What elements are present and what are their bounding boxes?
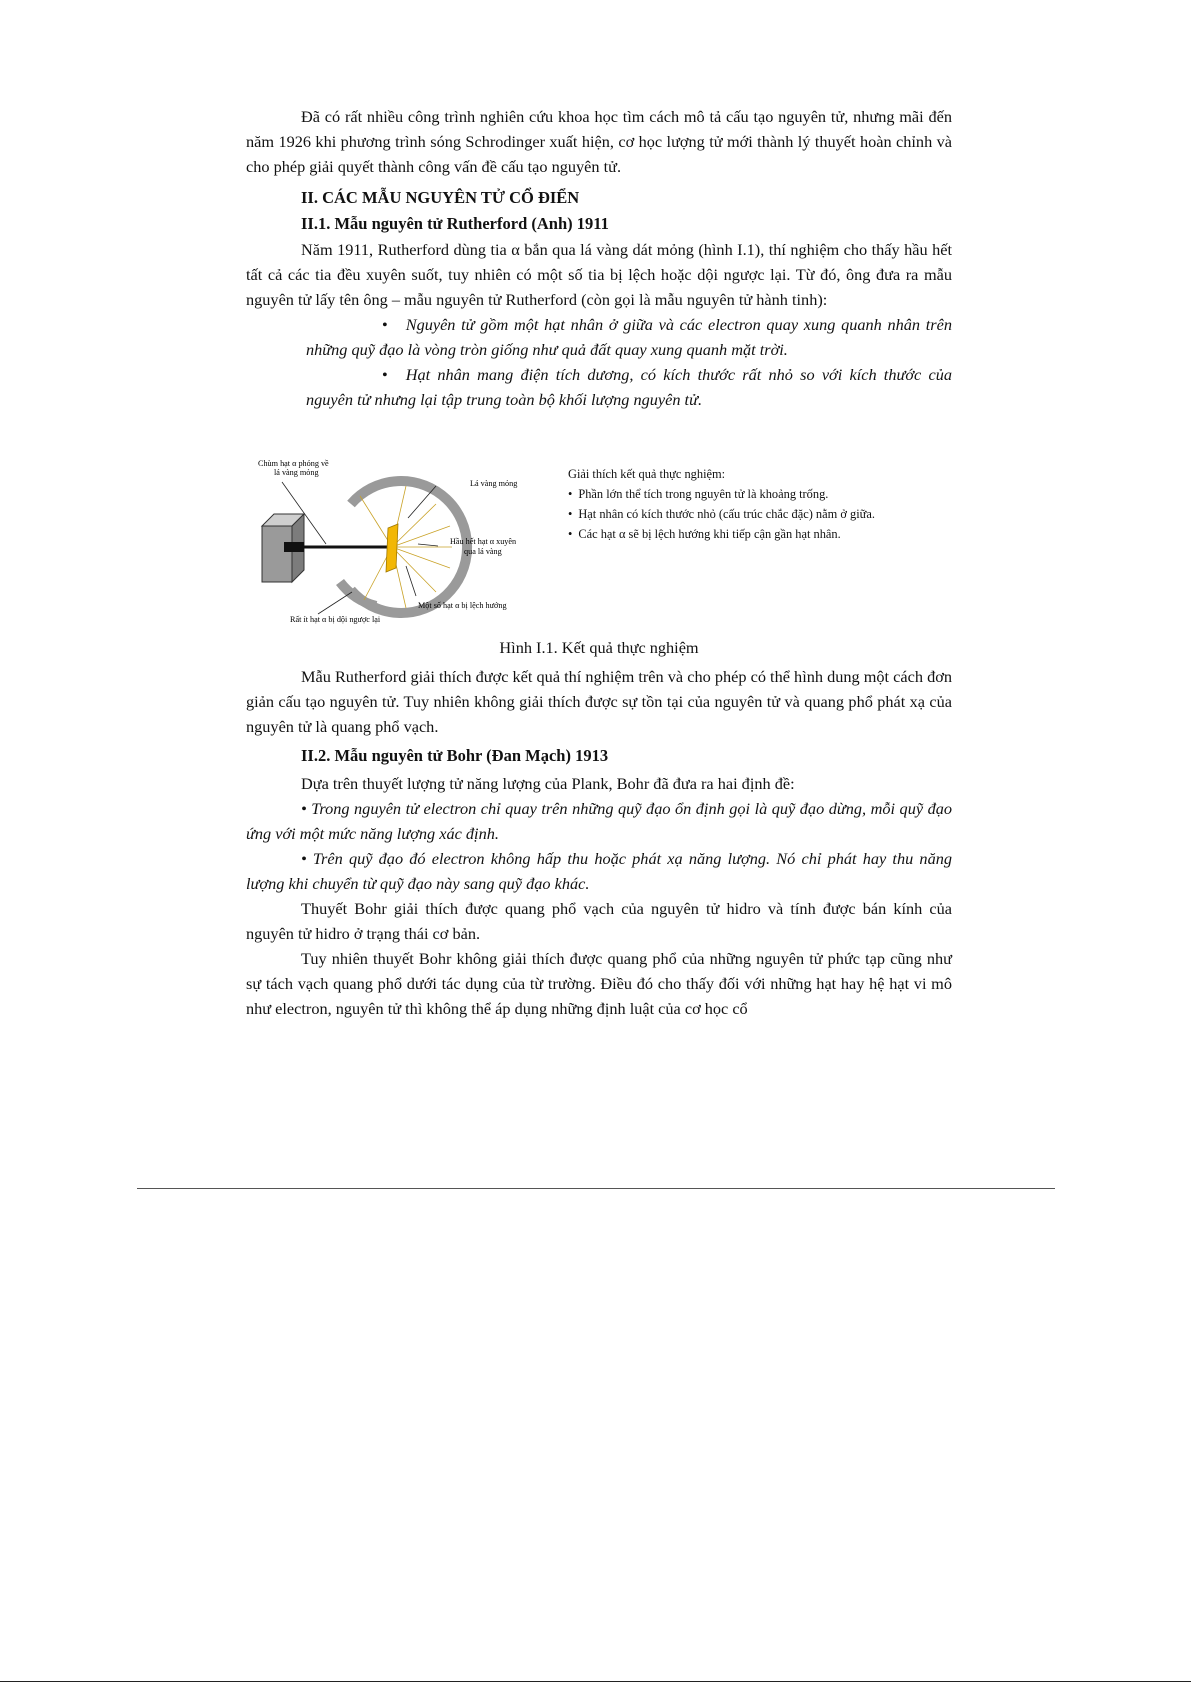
label-bounced: Rất ít hạt α bị dội ngược lại xyxy=(290,615,381,624)
label-foil: Lá vàng mỏng xyxy=(470,479,518,488)
bohr-paragraph: Dựa trên thuyết lượng tử năng lượng của Plank, Bohr đã đưa ra hai định đề: xyxy=(301,774,795,793)
bohr-paragraph-2: Thuyết Bohr giải thích được quang phổ vạch của nguyên tử hidro và tính được bán kính của nguyên tử hidro ở trạng thái cơ bản. xyxy=(246,899,952,943)
document-content xyxy=(246,104,952,1021)
footer-divider xyxy=(137,1188,1055,1189)
bohr-postulate-2: • Trên quỹ đạo đó electron không hấp thu hoặc phát xạ năng lượng. Nó chỉ phát hay thu năng lượng khi chuyển từ quỹ đạo này sang quỹ đạo khác. xyxy=(246,849,952,893)
label-through-2: qua lá vàng xyxy=(464,547,502,556)
explanation-item: • Phần lớn thể tích trong nguyên tử là khoảng trống. xyxy=(568,484,968,504)
intro-paragraph: Đã có rất nhiều công trình nghiên cứu khoa học tìm cách mô tả cấu tạo nguyên tử, nhưng mãi đến năm 1926 khi phương trình sóng Schrodinger xuất hiện, cơ học lượng tử mới thành lý thuyết hoàn chỉnh và cho phép giải quyết thành công vấn đề cấu tạo nguyên tử. xyxy=(246,107,952,176)
rutherford-figure xyxy=(246,456,952,666)
label-beam: Chùm hạt α phóng về xyxy=(258,459,329,468)
bohr-paragraph-3: Tuy nhiên thuyết Bohr không giải thích được quang phổ của những nguyên tử phức tạp cũng như sự tách vạch quang phổ dưới tác dụng của từ trường. Điều đó cho thấy đối với những hạt hay hệ hạt vi mô như electron, nguyên tử thì không thể áp dụng những định luật của cơ học cổ xyxy=(246,949,952,1018)
rutherford-bullets xyxy=(306,312,952,412)
bohr-postulate-1: • Trong nguyên tử electron chỉ quay trên những quỹ đạo ổn định gọi là quỹ đạo dừng, mỗi quỹ đạo ứng với một mức năng lượng xác định. xyxy=(246,799,952,843)
label-beam-2: lá vàng mỏng xyxy=(274,468,319,477)
bullet-dot: • xyxy=(382,365,388,384)
subsection-rutherford-title: II.1. Mẫu nguyên tử Rutherford (Anh) 1911 xyxy=(301,214,609,233)
bullet-item: • Nguyên tử gồm một hạt nhân ở giữa và các electron quay xung quanh nhân trên những quỹ đạo là vòng tròn giống như quả đất quay xung quanh mặt trời. xyxy=(306,315,952,359)
rutherford-paragraph: Năm 1911, Rutherford dùng tia α bắn qua lá vàng dát mỏng (hình I.1), thí nghiệm cho thấy hầu hết tất cả các tia đều xuyên suốt, tuy nhiên có một số tia bị lệch hoặc dội ngược lại. Từ đó, ông đưa ra mẫu nguyên tử lấy tên ông – mẫu nguyên tử Rutherford (còn gọi là mẫu nguyên tử hành tinh): xyxy=(246,240,952,309)
section-title: II. CÁC MẪU NGUYÊN TỬ CỔ ĐIỂN xyxy=(301,188,580,207)
subsection-bohr-title: II.2. Mẫu nguyên tử Bohr (Đan Mạch) 1913 xyxy=(301,746,609,765)
figure-explanation xyxy=(568,464,968,544)
label-through: Hầu hết hạt α xuyên xyxy=(450,537,517,546)
after-figure-paragraph: Mẫu Rutherford giải thích được kết quả thí nghiệm trên và cho phép có thể hình dung một cách đơn giản cấu tạo nguyên tử. Tuy nhiên không giải thích được sự tồn tại của nguyên tử và quang phổ phát xạ của nguyên tử là quang phổ vạch. xyxy=(246,667,952,736)
page-bottom-line xyxy=(0,1681,1191,1682)
explanation-title: Giải thích kết quả thực nghiệm: xyxy=(568,467,726,481)
label-deflected: Một số hạt α bị lệch hướng xyxy=(418,601,507,610)
explanation-item: • Các hạt α sẽ bị lệch hướng khi tiếp cận gần hạt nhân. xyxy=(568,524,968,544)
bullet-item: • Hạt nhân mang điện tích dương, có kích thước rất nhỏ so với kích thước của nguyên tử nhưng lại tập trung toàn bộ khối lượng nguyên tử. xyxy=(306,365,952,409)
bullet-dot: • xyxy=(382,315,388,334)
explanation-list xyxy=(568,484,968,544)
figure-caption: Hình I.1. Kết quả thực nghiệm xyxy=(499,638,699,657)
explanation-item: • Hạt nhân có kích thước nhỏ (cấu trúc chắc đặc) nằm ở giữa. xyxy=(568,504,968,524)
rutherford-experiment-diagram xyxy=(256,456,556,636)
